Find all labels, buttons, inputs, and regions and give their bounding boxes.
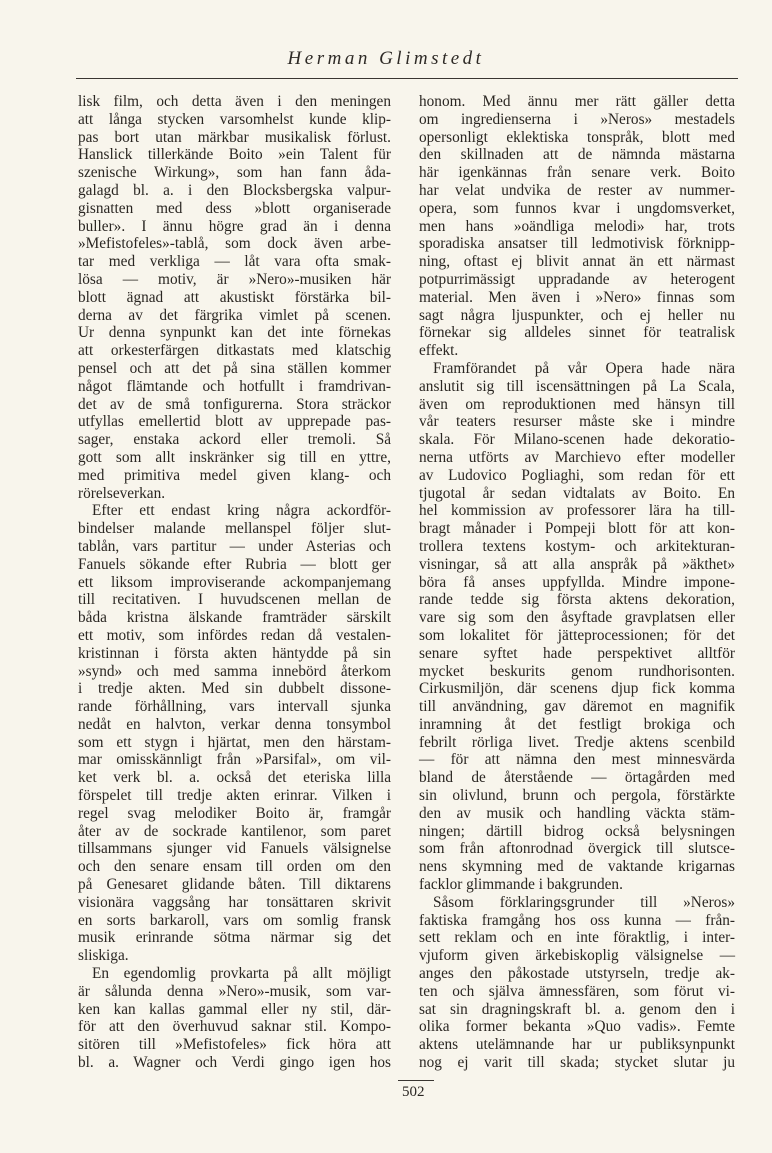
- header-rule: [76, 78, 738, 79]
- text-line: och den senare ensam till orden om den: [78, 858, 391, 876]
- text-line: något flämtande och hotfullt i framdrivan-: [78, 377, 391, 395]
- text-line: nog ej varit till skada; stycket slutar ju: [419, 1054, 735, 1072]
- text-line: gott som allt inskränker sig till en yttre,: [78, 448, 391, 466]
- text-line: vjuform given ärkebiskoplig välsignelse —: [419, 947, 735, 965]
- text-line: anges den påkostade utstyrseln, tredje ak-: [419, 965, 735, 983]
- text-line: galagd bl. a. i den Blocksbergska valpur-: [78, 181, 391, 199]
- text-line: »synd» och med samma innebörd återkom: [78, 662, 391, 680]
- text-line: ett motiv, som infördes redan då vestalen-: [78, 626, 391, 644]
- running-head: Herman Glimstedt: [287, 48, 485, 69]
- text-line: som ett stygn i hjärtat, men den härstam-: [78, 733, 391, 751]
- text-line: sager, enstaka ackord eller tremoli. Så: [78, 431, 391, 449]
- text-line: bl. a. Wagner och Verdi gingo igen hos: [78, 1054, 391, 1072]
- text-line: rörelseverkan.: [78, 484, 166, 502]
- text-line: böra få anses uppfyllda. Mindre impone-: [419, 573, 735, 591]
- text-line: Cirkusmiljön, där scenens djup fick komma: [419, 680, 735, 698]
- text-line: sat sin dragningskraft bl. a. genom den i: [419, 1000, 735, 1018]
- text-line: sliskiga.: [78, 947, 129, 965]
- text-line: — för att nämna den mest minnesvärda: [419, 751, 735, 769]
- text-line: om ingredienserna i »Neros» mestadels: [419, 110, 735, 128]
- page-number-rule: [398, 1080, 434, 1081]
- text-line: är sålunda denna »Nero»-musik, som var-: [78, 982, 391, 1000]
- text-line: bragt månader i Pompeji blott för att kon-: [419, 520, 735, 538]
- text-line: visionära vaggsång har tonsättaren skrivit: [78, 893, 391, 911]
- text-line: i tredje akten. Med sin dubbelt dissone-: [78, 680, 391, 698]
- text-line: pensel och att det på sina ställen kommer: [78, 359, 391, 377]
- text-line: tar med verkliga — låt vara ofta smak-: [78, 253, 391, 271]
- left-text-column: [78, 93, 391, 1072]
- text-line: ten och själva ämnessfären, som förut vi-: [419, 982, 735, 1000]
- text-line: sagt några ljuspunkter, och ej heller nu: [419, 306, 735, 324]
- text-line: Hanslick tillerkände Boito »ein Talent für: [78, 146, 391, 164]
- text-line: som från aftonrodnad övergick till slutsce-: [419, 840, 735, 858]
- text-line: sitören till »Mefistofeles» fick höra att: [78, 1036, 391, 1054]
- text-line: regel svag melodiker Boito är, framgår: [78, 804, 391, 822]
- text-line: sett reklam och en inte föraktlig, i inter-: [419, 929, 735, 947]
- text-line: nens skymning med de vaktande krigarnas: [419, 858, 735, 876]
- text-line: skala. För Milano-scenen hade dekoratio-: [419, 431, 735, 449]
- text-line: olika former bekanta »Quo vadis». Femte: [419, 1018, 735, 1036]
- text-line: lisk film, och detta även i den meningen: [78, 93, 391, 110]
- text-line: opera, som funnos kvar i ungdomsverket,: [419, 199, 735, 217]
- text-line: inramning åt det festligt brokiga och: [419, 715, 735, 733]
- text-line: anslutit sig till iscensättningen på La Scala,: [419, 377, 735, 395]
- text-line: ningen; därtill bidrog också belysningen: [419, 822, 735, 840]
- right-text-column: [419, 93, 735, 1072]
- text-line: hel kommission av professorer lära ha till-: [419, 502, 735, 520]
- text-line: som lokalitet för jätteprocessionen; för det: [419, 626, 735, 644]
- text-line: blott ägnad att akustiskt förstärka bil-: [78, 288, 391, 306]
- text-line: tablån, vars partitur — under Asterias och: [78, 537, 391, 555]
- text-line: lösa — motiv, är »Nero»-musiken här: [78, 270, 391, 288]
- text-line: vare sig som den åsyftade gravplatsen eller: [419, 609, 735, 627]
- text-line: en sorts barkaroll, vars om somlig fransk: [78, 911, 391, 929]
- text-line: opersonligt eklektiska tonspråk, blott med: [419, 128, 735, 146]
- text-line: med primitiva medel given klang- och: [78, 466, 391, 484]
- text-line: buller». I ännu högre grad än i denna: [78, 217, 391, 235]
- text-line: senare syftet hade perspektivet alltför: [419, 644, 735, 662]
- text-line: Ur denna synpunkt kan det inte förnekas: [78, 324, 391, 342]
- text-line: gisnatten med dess »blott organiserade: [78, 199, 391, 217]
- text-line: mycket beskurits genom rundhorisonten.: [419, 662, 735, 680]
- text-line: kristinnan i första akten häntydde på sin: [78, 644, 391, 662]
- text-line: här igenkännas från senare verk. Boito: [419, 164, 735, 182]
- text-line: till recitativen. I huvudscenen mellan de: [78, 591, 391, 609]
- text-line: har velat undvika de rester av nummer-: [419, 181, 735, 199]
- text-line: Såsom förklaringsgrunder till »Neros»: [433, 893, 735, 911]
- text-line: tjugotal år sedan vidtalats av Boito. En: [419, 484, 735, 502]
- text-line: rande tedde sig första aktens dekoration,: [419, 591, 735, 609]
- text-line: ett liksom improviserande ackompanjemang: [78, 573, 391, 591]
- text-line: potpurrimässigt uppradande av heterogent: [419, 270, 735, 288]
- text-line: nedåt en halvton, verkar denna tonsymbol: [78, 715, 391, 733]
- text-line: faktiska framgång hos oss kunna — från-: [419, 911, 735, 929]
- page-number: 502: [402, 1084, 425, 1100]
- text-line: att orkesterfärgen ditkastats med klatschig: [78, 342, 391, 360]
- text-line: den skillnaden att de nämnda mästarna: [419, 146, 735, 164]
- text-line: förspelet till tredje akten erinrar. Vilken i: [78, 787, 391, 805]
- text-line: det av de små tonfigurerna. Stora sträckor: [78, 395, 391, 413]
- text-line: sin olivlund, brunn och pergola, förstärkte: [419, 787, 735, 805]
- text-line: derna av det färgrika vimlet på scenen.: [78, 306, 391, 324]
- text-line: mar omisskännligt från »Parsifal», om vil-: [78, 751, 391, 769]
- text-line: sporadiska ansatser till ledmotivisk förknipp-: [419, 235, 735, 253]
- text-line: ken kan kallas gammal eller ny stil, där-: [78, 1000, 391, 1018]
- text-line: febrilt rörliga livet. Tredje aktens scenbild: [419, 733, 735, 751]
- text-line: båda kristna älskande framträder särskilt: [78, 609, 391, 627]
- text-line: honom. Med ännu mer rätt gäller detta: [419, 93, 735, 110]
- text-line: även om reproduktionen med hänsyn till: [419, 395, 735, 413]
- text-line: Fanuels sökande efter Rubria — blott ger: [78, 555, 391, 573]
- text-line: musik erinrande sötma närmar sig det: [78, 929, 391, 947]
- text-line: Efter ett endast kring några ackordför-: [92, 502, 391, 520]
- text-line: ket verk bl. a. också det eteriska lilla: [78, 769, 391, 787]
- text-line: åter av de sockrade kantilenor, som paret: [78, 822, 391, 840]
- text-line: för att den överhuvud saknar stil. Kompo-: [78, 1018, 391, 1036]
- text-line: rande förhållning, vars intervall sjunka: [78, 698, 391, 716]
- text-line: vår teaters resurser måste ske i mindre: [419, 413, 735, 431]
- text-line: tillsammans sjunger vid Fanuels välsignelse: [78, 840, 391, 858]
- text-line: bland de återstående — örtagården med: [419, 769, 735, 787]
- text-line: En egendomlig provkarta på allt möjligt: [92, 965, 391, 983]
- text-line: effekt.: [419, 342, 459, 360]
- text-line: »Mefistofeles»-tablå, som dock även arbe-: [78, 235, 391, 253]
- text-line: den av musik och handling väckta stäm-: [419, 804, 735, 822]
- text-line: att långa stycken varsomhelst kunde klip-: [78, 110, 391, 128]
- text-line: till användning, gav däremot en magnifik: [419, 698, 735, 716]
- text-line: facklor glimmande i bakgrunden.: [419, 876, 623, 894]
- text-line: förnekar sig alldeles sinnet för teatralisk: [419, 324, 735, 342]
- text-line: aktens utelämnande har ur publiksynpunkt: [419, 1036, 735, 1054]
- text-line: på Genesaret glidande båten. Till diktarens: [78, 876, 391, 894]
- text-line: pas bort utan märkbar musikalisk förlust.: [78, 128, 391, 146]
- text-line: men hans »oändliga melodi» har, trots: [419, 217, 735, 235]
- text-line: utfyllas emellertid blott av upprepade pas-: [78, 413, 391, 431]
- text-line: bindelser malande mellanspel följer slut-: [78, 520, 391, 538]
- text-line: av Ludovico Pogliaghi, som redan för ett: [419, 466, 735, 484]
- text-line: Framförandet på vår Opera hade nära: [433, 359, 735, 377]
- text-line: nerna utförts av Marchievo efter modeller: [419, 448, 735, 466]
- text-line: trollera textens kostym- och arkitekturan-: [419, 537, 735, 555]
- text-line: visningar, så att alla anspråk på »äkthet»: [419, 555, 735, 573]
- text-line: material. Men även i »Nero» finnas som: [419, 288, 735, 306]
- text-line: ning, oftast ej blivit annat än ett närmast: [419, 253, 735, 271]
- text-line: szenische Wirkung», som han fann åda-: [78, 164, 391, 182]
